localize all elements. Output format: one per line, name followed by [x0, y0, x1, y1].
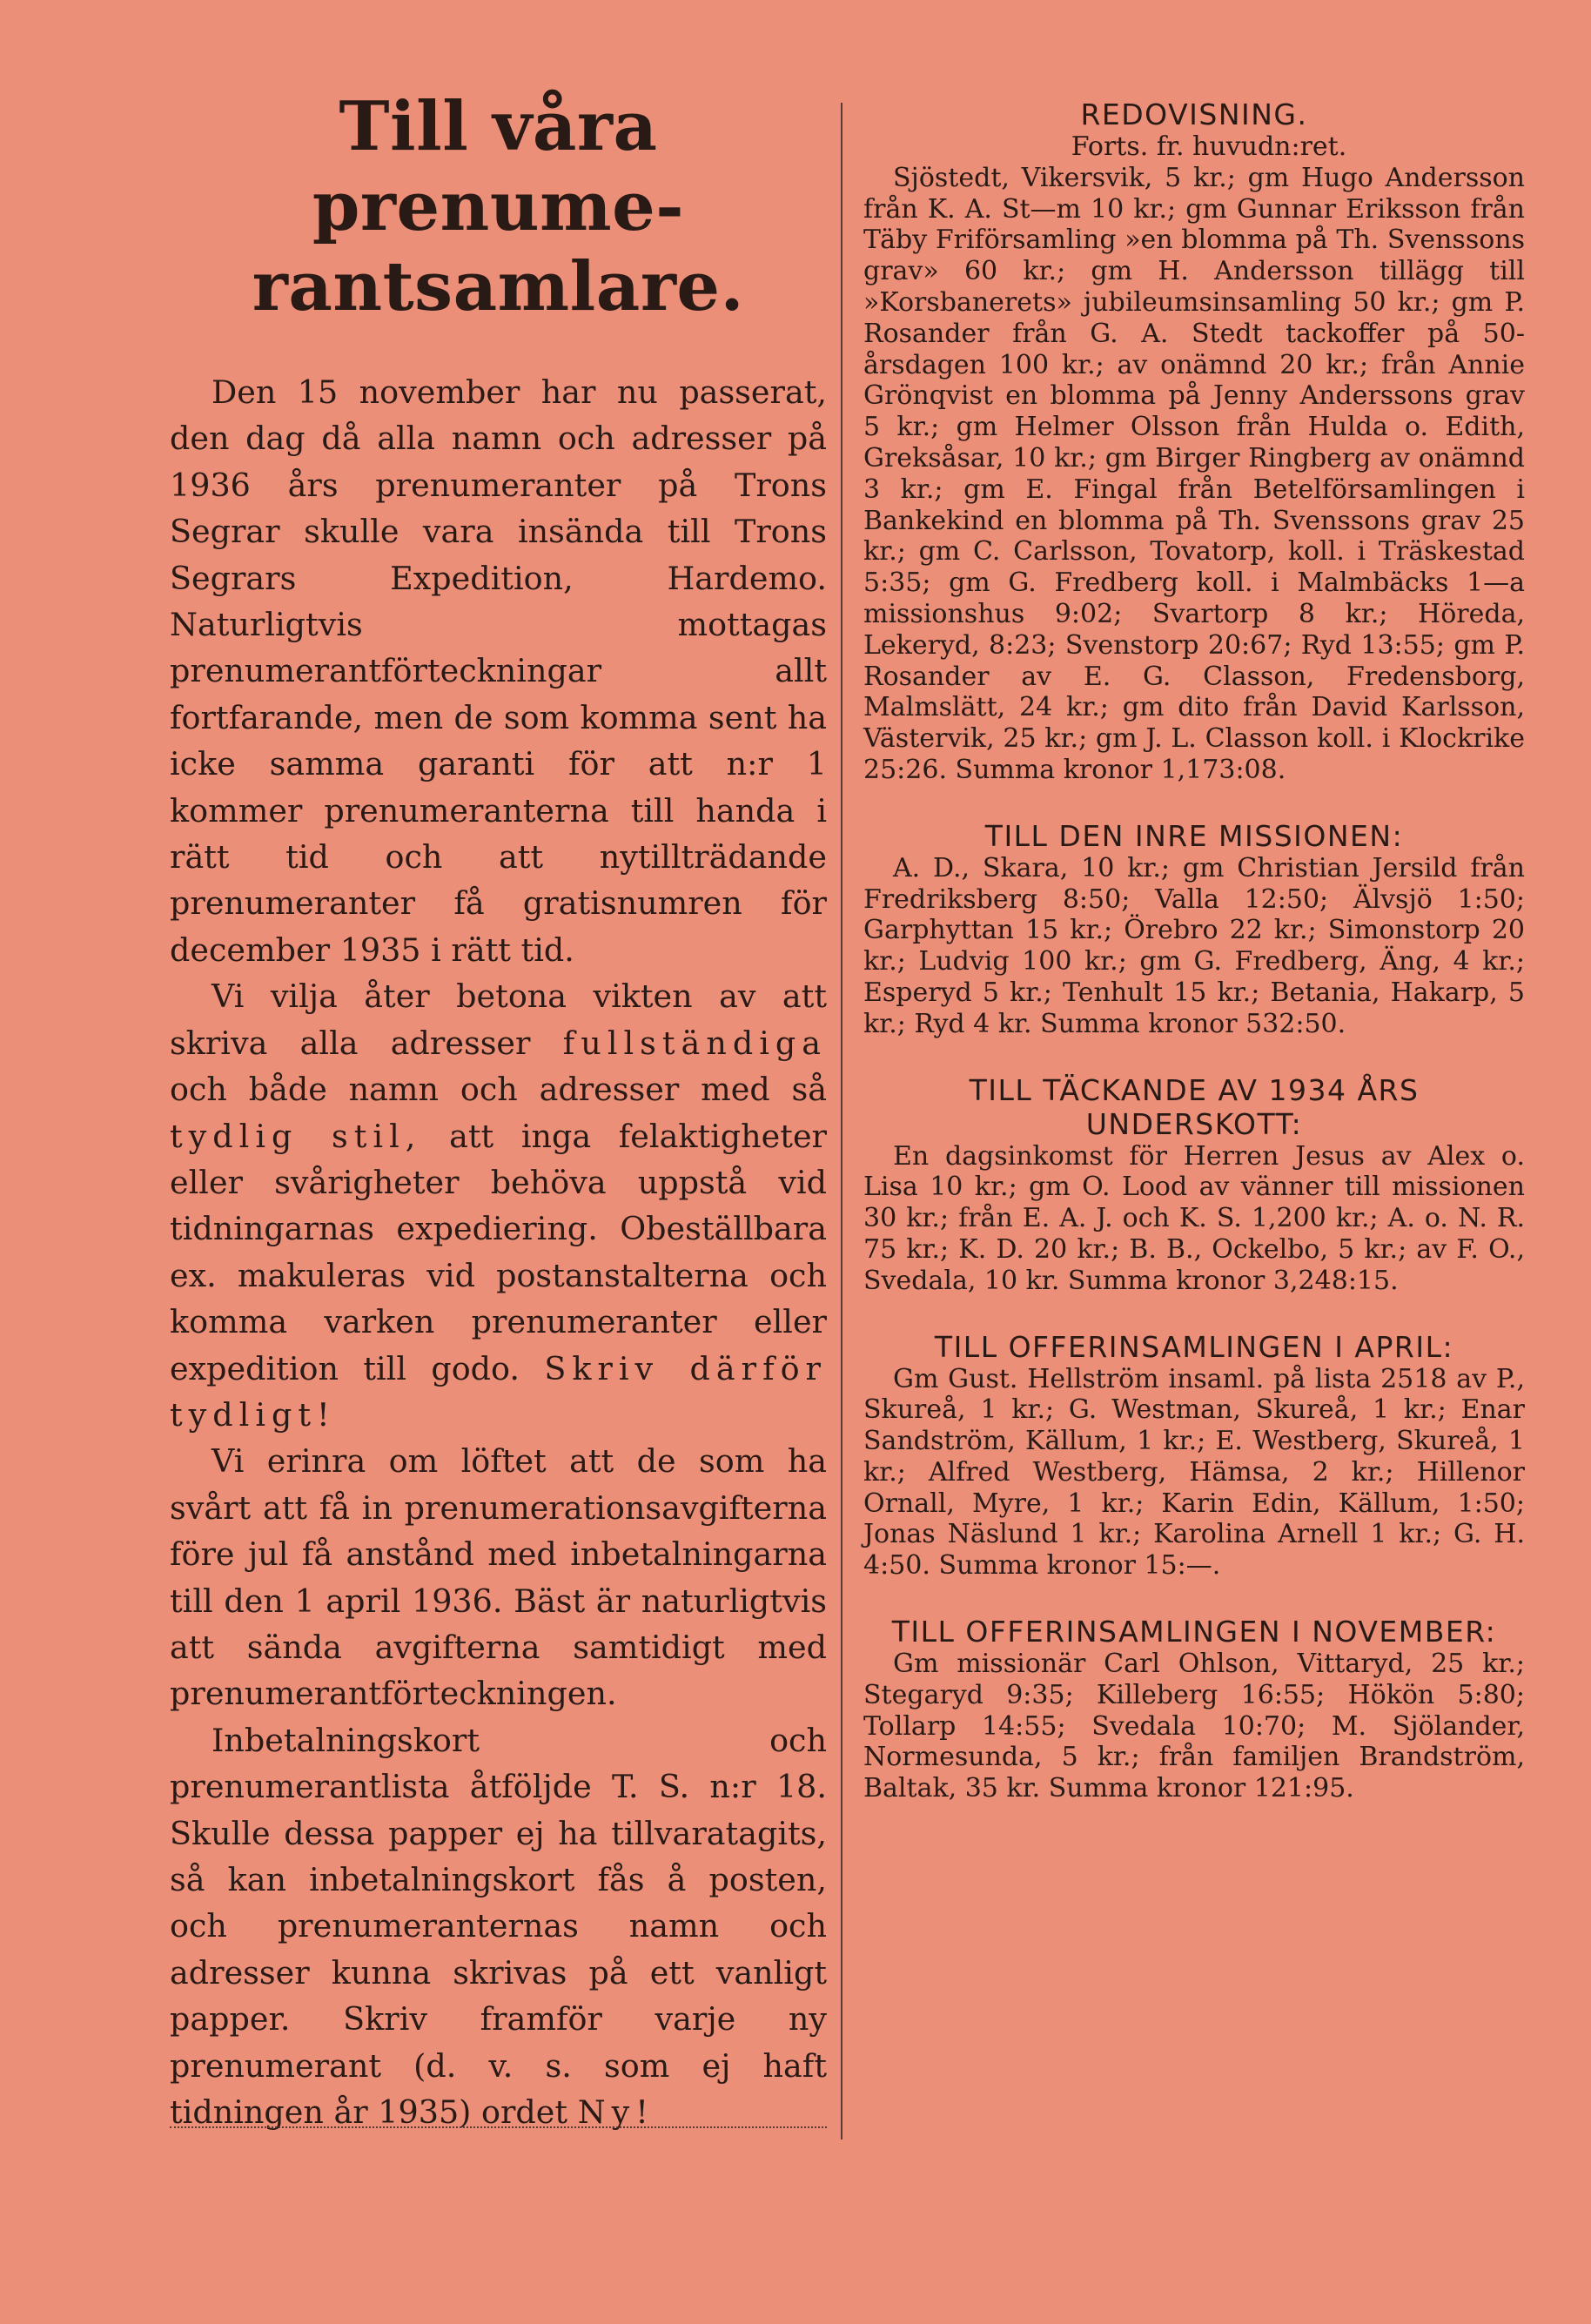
column-divider	[841, 103, 842, 2139]
offer-april-section	[863, 1330, 1525, 1582]
underskott-body: En dagsinkomst för Herren Jesus av Alex o. Lisa 10 kr.; gm O. Lood av vänner till missionen 30 kr.; från E. A. J. och K. S. 1,200 kr.; A. o. N. R. 75 kr.; K. D. 20 kr.; B. B., Ockelbo, 5 kr.; av F. O., Svedala, 10 kr. Summa kronor 3,248:15.	[863, 1140, 1525, 1296]
article-column	[170, 87, 827, 2135]
paragraph-2-text-c: och både namn och adresser med så	[170, 1071, 827, 1109]
paragraph-2	[170, 973, 827, 1438]
emphasis-write-clearly: Skriv därför tydligt!	[170, 1349, 827, 1434]
redovisning-heading: REDOVISNING.	[1080, 97, 1308, 131]
inre-missionen-heading: TILL DEN INRE MISSIONEN:	[984, 818, 1404, 853]
paragraph-1: Den 15 november har nu passerat, den dag då alla namn och adresser på 1936 års prenumeranter på Trons Segrar skulle vara insända till Trons Segrars Expedition, Hardemo. Naturligtvis mottagas prenumerantförteckningar allt fortfarande, men de som komma sent ha icke samma garanti för att n:r 1 kommer prenumeranterna till handa i rätt tid och att nytillträdande prenumeranter få gratisnumren för december 1935 i rätt tid.	[170, 373, 827, 969]
redovisning-body: Sjöstedt, Vikersvik, 5 kr.; gm Hugo Andersson från K. A. St—m 10 kr.; gm Gunnar Eriksson från Täby Friförsamling »en blomma på Th. Svenssons grav» 60 kr.; gm H. Andersson tillägg till »Korsbanerets» jubileumsinsamling 50 kr.; gm P. Rosander från G. A. Stedt tackoffer på 50-årsdagen 100 kr.; av onämnd 20 kr.; från Annie Grönqvist en blomma på Jenny Anderssons grav 5 kr.; gm Helmer Olsson från Hulda o. Edith, Greksåsar, 10 kr.; gm Birger Ringberg av onämnd 3 kr.; gm E. Fingal från Betelförsamlingen i Bankekind en blomma på Th. Svenssons grav 25 kr.; gm C. Carlsson, Tovatorp, koll. i Träskestad 5:35; gm G. Fredberg koll. i Malmbäcks 1—a missionshus 9:02; Svartorp 8 kr.; Höreda, Lekeryd, 8:23; Svenstorp 20:67; Ryd 13:55; gm P. Rosander av E. G. Classon, Fredensborg, Malmslätt, 24 kr.; gm dito från David Karlsson, Västervik, 25 kr.; gm J. L. Classon koll. i Klockrike 25:26. Summa kronor 1,173:08.	[863, 162, 1525, 785]
offer-april-body: Gm Gust. Hellström insaml. på lista 2518 av P., Skureå, 1 kr.; G. Westman, Skureå, 1 kr.; Enar Sandström, Källum, 1 kr.; E. Westberg, Skureå, 1 kr.; Alfred Westberg, Hämsa, 2 kr.; Hillenor Ornall, Myre, 1 kr.; Karin Edin, Källum, 1:50; Jonas Näslund 1 kr.; Karolina Arnell 1 kr.; G. H. 4:50. Summa kronor 15:—.	[863, 1363, 1525, 1582]
offer-november-section	[863, 1615, 1525, 1804]
paragraph-4-text: Inbetalningskort och prenumerantlista åtföljde T. S. n:r 18. Skulle dessa papper ej ha tillvaratagits, så kan inbetalningskort fås å posten, och prenumeranternas namn och adresser kunna skrivas på ett vanligt papper. Skriv framför varje ny prenumerant (d. v. s. som ej haft tidningen år 1935) ordet	[170, 1721, 827, 2132]
paragraph-3: Vi erinra om löftet att de som ha svårt att få in prenumerationsavgifterna före jul få anstånd med inbetalningarna till den 1 april 1936. Bäst är naturligtvis att sända avgifterna samtidigt med prenumerantförteckningen.	[170, 1442, 827, 1713]
emphasis-new: Ny!	[577, 2093, 655, 2132]
offer-april-heading: TILL OFFERINSAMLINGEN I APRIL:	[934, 1329, 1454, 1364]
paragraph-2-text-a: Vi vilja åter betona vikten av att skriva alla adresser	[170, 977, 827, 1062]
paragraph-4	[170, 1717, 827, 2136]
article-title: Till våra prenume- rantsamlare.	[252, 87, 745, 326]
bottom-divider	[170, 2126, 827, 2128]
offer-november-heading: TILL OFFERINSAMLINGEN I NOVEMBER:	[891, 1615, 1497, 1649]
underskott-heading: TILL TÄCKANDE AV 1934 ÅRS UNDERSKOTT:	[969, 1072, 1420, 1141]
underskott-section	[863, 1073, 1525, 1297]
offer-november-body: Gm missionär Carl Ohlson, Vittaryd, 25 kr.; Stegaryd 9:35; Killeberg 16:55; Hökön 5:80; Tollarp 14:55; Svedala 10:70; M. Sjölander, Normesunda, 5 kr.; från familjen Brandström, Baltak, 35 kr. Summa kronor 121:95.	[863, 1649, 1525, 1804]
inre-missionen-body: A. D., Skara, 10 kr.; gm Christian Jersild från Fredriksberg 8:50; Valla 12:50; Älvsjö 1:50; Garphyttan 15 kr.; Örebro 22 kr.; Simonstorp 20 kr.; Ludvig 100 kr.; gm G. Fredberg, Äng, 4 kr.; Esperyd 5 kr.; Tenhult 15 kr.; Betania, Hakarp, 5 kr.; Ryd 4 kr. Summa kronor 532:50.	[863, 852, 1525, 1039]
emphasis-clear-style: tydlig stil,	[170, 1117, 422, 1155]
redovisning-subheading: Forts. fr. huvudn:ret.	[1071, 131, 1347, 162]
paragraph-2-text-e: att inga felaktigheter eller svårigheter behöva uppstå vid tidningarnas expediering. Obeställbara ex. makuleras vid postanstalterna och komma varken prenumeranter eller expedition till godo.	[170, 1117, 827, 1387]
accounts-column	[863, 97, 1525, 1804]
inre-missionen-section	[863, 819, 1525, 1040]
emphasis-complete: fullständiga	[562, 1024, 827, 1062]
